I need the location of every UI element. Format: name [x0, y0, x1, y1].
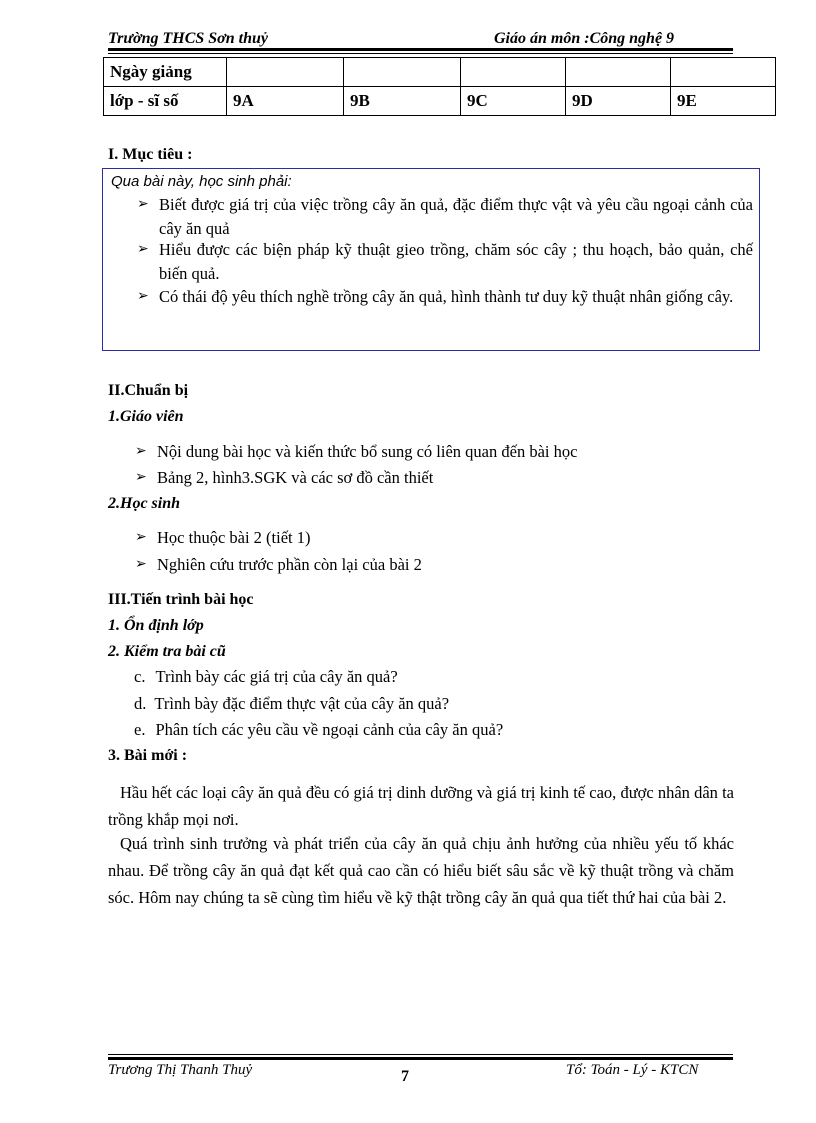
step-check-old-lesson: 2. Kiểm tra bài cũ — [108, 643, 226, 660]
list-item: ➢ Học thuộc bài 2 (tiết 1) — [135, 528, 311, 547]
paragraph-intro: Hầu hết các loại cây ăn quả đều có giá trị dinh dưỡng và giá trị kinh tế cao, được nhân dân ta trồng khắp mọi nơi. — [108, 783, 734, 829]
footer-department: Tổ: Toán - Lý - KTCN — [566, 1062, 699, 1078]
arrow-bullet-icon: ➢ — [135, 530, 147, 545]
arrow-bullet-icon: ➢ — [135, 557, 147, 572]
list-item: d. Trình bày đặc điểm thực vật của cây ăn quả? — [134, 694, 450, 713]
list-item: ➢ Biết được giá trị của việc trồng cây ăn quả, đặc điểm thực vật và yêu cầu ngoại cảnh của cây ăn quả — [137, 195, 753, 238]
header-rule-thin — [108, 53, 733, 54]
objectives-intro: Qua bài này, học sinh phải: — [111, 173, 292, 190]
arrow-bullet-icon: ➢ — [137, 242, 149, 257]
class-cell: 9D — [566, 87, 671, 116]
arrow-bullet-icon: ➢ — [135, 470, 147, 485]
date-cell — [461, 58, 566, 87]
list-item: e. Phân tích các yêu cầu về ngoại cảnh của cây ăn quả? — [134, 720, 504, 739]
row-label-date: Ngày giảng — [104, 58, 227, 87]
table-row — [104, 87, 776, 116]
arrow-bullet-icon: ➢ — [137, 289, 149, 304]
teacher-title: 1.Giáo viên — [108, 408, 184, 425]
date-cell — [671, 58, 776, 87]
section-objectives-title: I. Mục tiêu : — [108, 146, 193, 163]
list-item: c. Trình bày các giá trị của cây ăn quả? — [134, 667, 398, 686]
attendance-table — [103, 57, 776, 116]
table-row — [104, 58, 776, 87]
student-title: 2.Học sinh — [108, 495, 181, 512]
footer-rule — [108, 1057, 733, 1060]
header-rule — [108, 48, 733, 51]
list-item: ➢ Nội dung bài học và kiến thức bổ sung có liên quan đến bài học — [135, 442, 578, 461]
header-subject: Giáo án môn :Công nghệ 9 — [494, 30, 675, 47]
section-process-title: III.Tiến trình bài học — [108, 591, 254, 608]
class-cell: 9B — [344, 87, 461, 116]
row-label-class: lớp - sĩ số — [104, 87, 227, 116]
paragraph-body: Quá trình sinh trưởng và phát triển của cây ăn quả chịu ảnh hưởng của nhiều yếu tố khác nhau. Để trồng cây ăn quả đạt kết quả cao cần có hiểu biết sâu sắc về kỹ thuật trồng và chăm sóc. Hôm nay chúng ta sẽ cùng tìm hiểu về kỹ thật trồng cây ăn quả qua tiết thứ hai của bài 2. — [108, 834, 734, 907]
footer-rule-thin — [108, 1054, 733, 1055]
list-item: ➢ Hiểu được các biện pháp kỹ thuật gieo trồng, chăm sóc cây ; thu hoạch, bảo quản, chế biến quả. — [137, 240, 753, 283]
list-item: ➢ Bảng 2, hình3.SGK và các sơ đồ cần thiết — [135, 468, 434, 487]
class-cell: 9E — [671, 87, 776, 116]
date-cell — [566, 58, 671, 87]
arrow-bullet-icon: ➢ — [137, 197, 149, 212]
date-cell — [344, 58, 461, 87]
date-cell — [227, 58, 344, 87]
arrow-bullet-icon: ➢ — [135, 444, 147, 459]
list-item: ➢ Nghiên cứu trước phần còn lại của bài 2 — [135, 555, 422, 574]
list-item: ➢ Có thái độ yêu thích nghề trồng cây ăn quả, hình thành tư duy kỹ thuật nhân giống cây. — [159, 285, 753, 309]
section-preparation-title: II.Chuẩn bị — [108, 382, 189, 399]
footer-author: Trương Thị Thanh Thuỷ — [108, 1062, 253, 1078]
step-new-lesson: 3. Bài mới : — [108, 747, 188, 764]
step-stabilize-class: 1. Ổn định lớp — [108, 617, 204, 634]
page-number: 7 — [401, 1068, 409, 1085]
header-school: Trường THCS Sơn thuỷ — [108, 30, 268, 47]
class-cell: 9A — [227, 87, 344, 116]
class-cell: 9C — [461, 87, 566, 116]
